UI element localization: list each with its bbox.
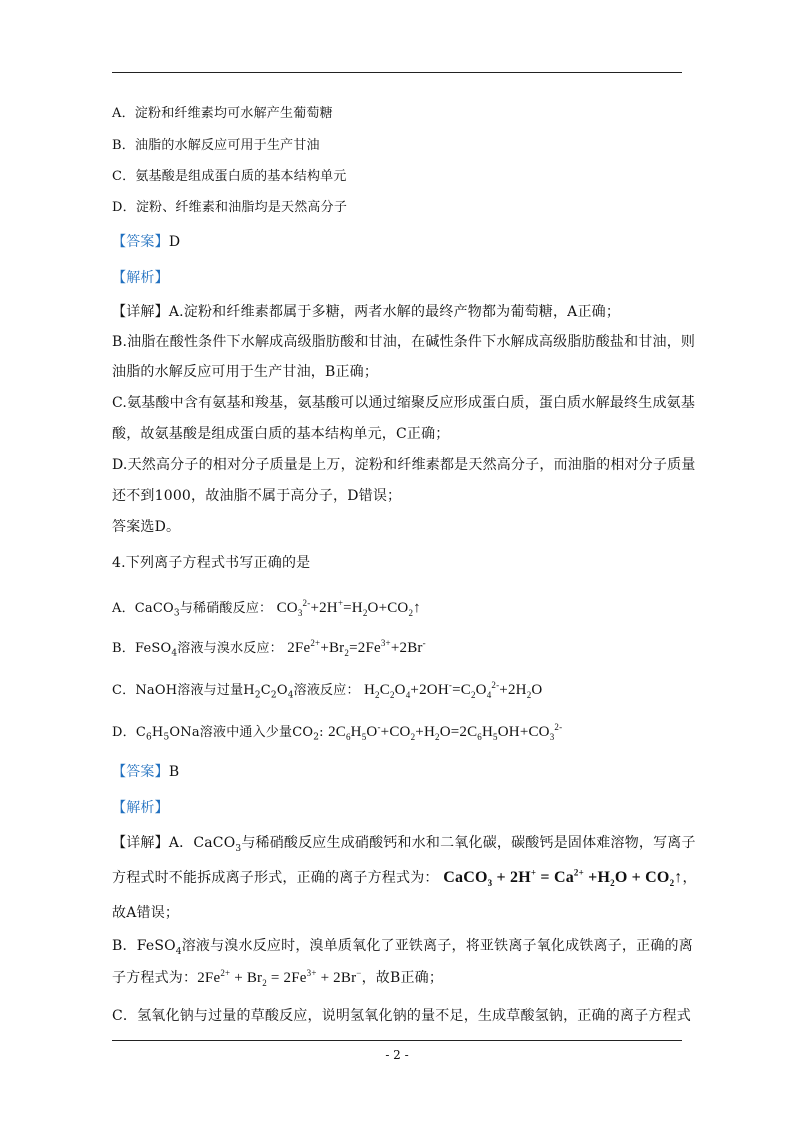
q3-detail-line-1: 【详解】A.淀粉和纤维素都属于多糖，两者水解的最终产物都为葡萄糖，A正确； [112,304,621,320]
q4-detail-b-line-1: B．FeSO$_4$溶液与溴水反应时，溴单质氧化了亚铁离子，将亚铁离子氧化成铁离子，正确的离 [112,938,693,957]
q4-title: 4.下列离子方程式书写正确的是 [112,555,311,571]
q3-option-c: C．氨基酸是组成蛋白质的基本结构单元 [112,169,347,184]
q3-option-d: D．淀粉、纤维素和油脂均是天然高分子 [112,200,348,215]
q3-answer-line [112,232,692,252]
q4-option-b: B．FeSO$_4$溶液与溴水反应： $2Fe^{2+}+Br_2=2Fe^{3+}+2Br^-$ [112,638,426,659]
q3-detail-line-7: 还不到1000，故油脂不属于高分子，D错误； [112,488,402,504]
equation-b-correct: $2Fe^{2+} + Br_2 = 2Fe^{3+} + 2Br^-$ [197,968,362,988]
q4-detail-a-line-3: 故A错误； [112,905,180,921]
q4-detail-b-line-2: 子方程式为：$2Fe^{2+} + Br_2 = 2Fe^{3+} + 2Br^-$，故B正确； [112,968,444,988]
answer-value: D [168,234,181,250]
equation-d: $2C_6H_5O^-+CO_2+H_2O=2C_6H_5OH+CO_3^{2-}$ [328,722,563,742]
q3-option-a: A．淀粉和纤维素均可水解产生葡萄糖 [112,106,333,121]
q4-answer-line: 【答案】B [112,764,180,780]
q3-detail-line-8: 答案选D。 [112,519,181,535]
q3-detail-line-3: 油脂的水解反应可用于生产甘油，B正确； [112,364,379,380]
answer-tag: 【答案】 [112,234,169,250]
q4-option-d: D．$C_6H_5ONa$溶液中通入少量$CO_2$: $2C_6H_5O^-+CO_2+H_2O=2C_6H_5OH+CO_3^{2-}$ [112,722,563,743]
q4-detail-a-line-2: 方程式时不能拆成离子形式，正确的离子方程式为： CaCO$_3$ + $2H^+ = Ca^{2+} +H_2O$ + $CO_2↑$， [112,867,697,889]
header-rule [112,72,682,73]
detail-tag: 【详解】 [112,304,169,320]
equation-a-correct: CaCO$_3$ + $2H^+ = Ca^{2+} +H_2O$ + $CO_2↑$ [443,867,683,889]
page-number: - 2 - [385,1048,409,1062]
q3-analysis-tag: 【解析】 [112,270,169,286]
q4-option-c: C．NaOH溶液与过量$H_2C_2O_4$溶液反应： $H_2C_2O_4+2OH^-=C_2O_4^{2-}+2H_2O$ [112,680,543,701]
equation-a: $CO_3^{2-}+2H^+=H_2O+CO_2↑$ [276,598,421,618]
equation-c: $H_2C_2O_4+2OH^-=C_2O_4^{2-}+2H_2O$ [364,680,543,700]
q3-detail-line-5: 酸，故氨基酸是组成蛋白质的基本结构单元，C正确； [112,426,450,442]
q3-detail-line-4: C.氨基酸中含有氨基和羧基，氨基酸可以通过缩聚反应形成蛋白质，蛋白质水解最终生成氨基 [112,395,696,411]
q3-detail-line-2: B.油脂在酸性条件下水解成高级脂肪酸和甘油，在碱性条件下水解成高级脂肪酸盐和甘油，则 [112,334,696,350]
q4-analysis-tag: 【解析】 [112,800,169,816]
q4-detail-c-line-1: C．氢氧化钠与过量的草酸反应，说明氢氧化钠的量不足，生成草酸氢钠，正确的离子方程式 [112,1008,691,1024]
answer-value: B [168,764,180,780]
q3-option-b: B．油脂的水解反应可用于生产甘油 [112,138,320,153]
equation-b: $2Fe^{2+}+Br_2=2Fe^{3+}+2Br^-$ [287,638,426,658]
q3-detail-line-6: D.天然高分子的相对分子质量是上万，淀粉和纤维素都是天然高分子，而油脂的相对分子质量 [112,457,696,473]
footer-rule [112,1040,682,1041]
q4-detail-a-line-1: 【详解】A．CaCO$_3$与稀硝酸反应生成硝酸钙和水和二氧化碳，碳酸钙是固体难溶物，写离子 [112,835,696,854]
q4-option-a: A．CaCO$_3$与稀硝酸反应： $CO_3^{2-}+2H^+=H_2O+CO_2↑$ [112,598,421,619]
